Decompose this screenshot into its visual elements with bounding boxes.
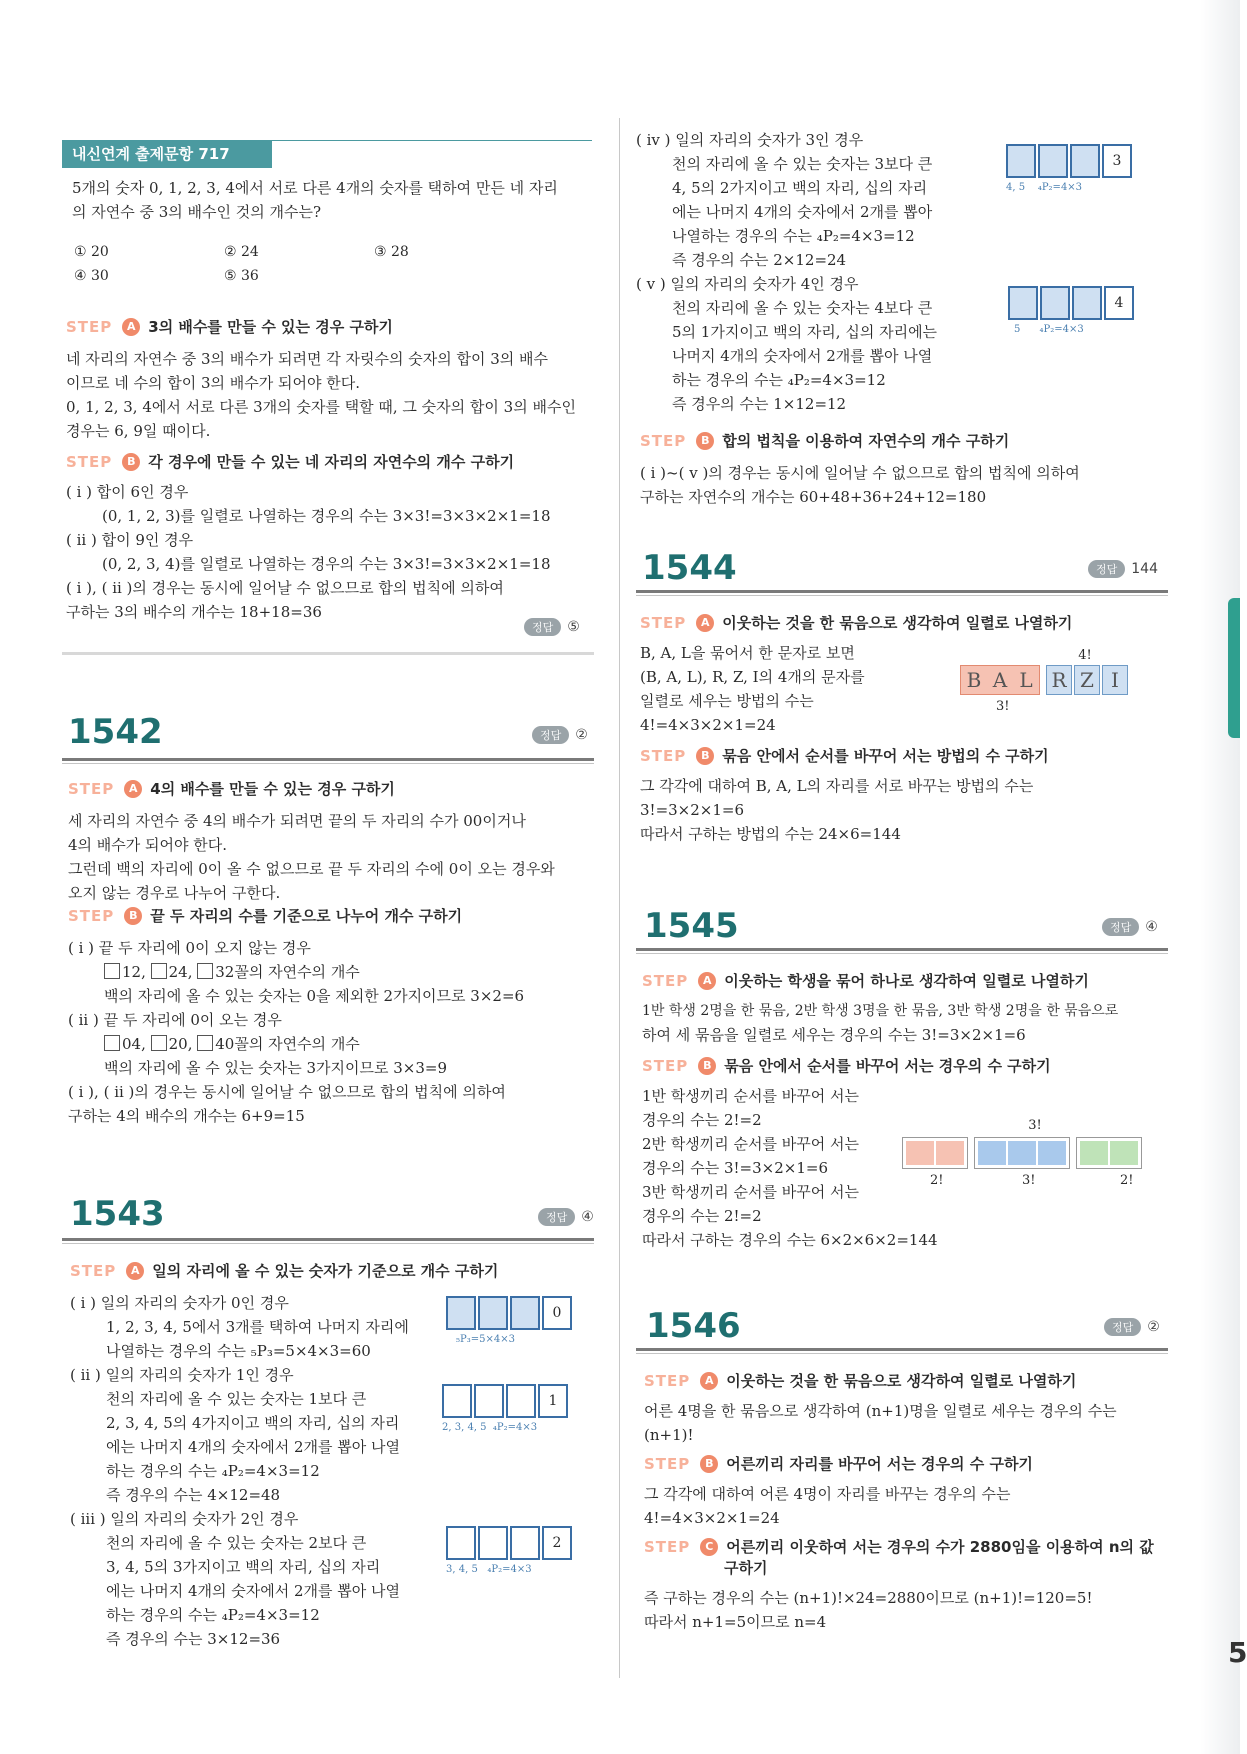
text-line: 세 자리의 자연수 중 4의 배수가 되려면 끝의 두 자리의 수가 00이거나 [68, 812, 526, 830]
text-line: ( i )~( v )의 경우는 동시에 일어날 수 없으므로 합의 법칙에 의하여 [640, 464, 1080, 482]
text-line: 구하는 자연수의 개수는 60+48+36+24+12=180 [640, 488, 987, 506]
diagram-caption: 5 ₄P₂=4×3 [1014, 324, 1084, 335]
text-line: 즉 경우의 수는 4×12=48 [106, 1486, 281, 1504]
group-class2 [974, 1137, 1070, 1169]
step-letter: B [696, 432, 714, 450]
group-labels [902, 1173, 1168, 1193]
student-block [1080, 1141, 1108, 1165]
page-edge-shade [1200, 0, 1240, 1754]
text-line: 구하는 4의 배수의 개수는 6+9=15 [68, 1107, 305, 1125]
digit-box-diagram [1008, 286, 1168, 335]
text-line: 04, 20, 40꼴의 자연수의 개수 [68, 1032, 594, 1056]
text-line: 즉 경우의 수는 1×12=12 [672, 395, 847, 413]
step-letter: A [700, 1372, 718, 1390]
step-label: STEP [640, 431, 687, 450]
text-line: 이므로 네 수의 합이 3의 배수가 되어야 한다. [66, 374, 361, 392]
text-line: 그런데 백의 자리에 0이 올 수 없으므로 끝 두 자리의 수에 0이 오는 경우와 [68, 860, 555, 878]
text-line: 에는 나머지 4개의 숫자에서 2개를 뽑아 나열 [106, 1438, 401, 1456]
answer-1543 [538, 1208, 594, 1226]
step-a-heading [644, 1370, 1168, 1391]
step-letter: B [124, 907, 142, 925]
digit-box [1038, 144, 1068, 178]
solution-1546 [644, 1370, 1168, 1634]
step-label: STEP [644, 1371, 691, 1390]
step-b-heading [640, 430, 1168, 451]
diagram-caption: 4, 5 ₄P₂=4×3 [1006, 182, 1083, 193]
problem-rule [636, 1348, 1168, 1354]
student-block [1038, 1141, 1066, 1165]
step-a-heading [642, 970, 1168, 991]
step-title: 어른끼리 이웃하여 서는 경우의 수가 2880임을 이용하여 n의 값 [726, 1538, 1154, 1556]
text-line: 에는 나머지 4개의 숫자에서 2개를 뽑아 [672, 203, 933, 221]
answer-pill: 정답 [1088, 560, 1125, 578]
text-line: 경우의 수는 2!=2 [642, 1111, 762, 1129]
letter: L [1019, 668, 1033, 692]
section-rule [62, 652, 594, 655]
text-line: ( v ) 일의 자리의 숫자가 4인 경우 [636, 275, 859, 293]
letter: A [992, 668, 1008, 692]
text-line: 따라서 n+1=5이므로 n=4 [644, 1613, 827, 1631]
step-a-heading [68, 778, 594, 799]
blank-box [104, 1035, 120, 1051]
blank-box [197, 963, 213, 979]
digit-box [478, 1526, 508, 1560]
student-block [1110, 1141, 1138, 1165]
text-line: ( i ) 합이 6인 경우 [66, 483, 189, 501]
group-bal [960, 665, 1040, 695]
letter: R [1046, 665, 1072, 695]
answer-value: ④ [1145, 919, 1158, 935]
last-digit-box: 2 [542, 1526, 572, 1560]
step-b-heading [644, 1453, 1168, 1474]
text-line: 네 자리의 자연수 중 3의 배수가 되려면 각 자릿수의 숫자의 합이 3의 배수 [66, 350, 549, 368]
bottom-label: 3! [996, 699, 1010, 714]
step-label: STEP [644, 1454, 691, 1473]
last-digit-box: 4 [1104, 286, 1134, 320]
digit-box [474, 1384, 504, 1418]
text-line: 4, 5의 2가지이고 백의 자리, 십의 자리 [672, 179, 928, 197]
digit-box [1006, 144, 1036, 178]
step-b-heading [68, 905, 594, 926]
text-line: 나열하는 경우의 수는 ₅P₃=5×4×3=60 [106, 1342, 371, 1360]
text-line: (0, 1, 2, 3)를 일렬로 나열하는 경우의 수는 3×3!=3×3×2×1=18 [102, 507, 551, 525]
text-line: 오지 않는 경우로 나누어 구한다. [68, 884, 281, 902]
answer-1542 [532, 726, 588, 744]
step-letter: A [696, 614, 714, 632]
digit-box-diagram [446, 1296, 596, 1345]
blank-box [151, 963, 167, 979]
naesin-tag: 내신연계 출제문항 717 [62, 140, 272, 168]
digit-box [506, 1384, 536, 1418]
answer-value: ② [575, 727, 588, 743]
text-line: 에는 나머지 4개의 숫자에서 2개를 뽑아 나열 [106, 1582, 401, 1600]
text-line: 3반 학생끼리 순서를 바꾸어 서는 [642, 1183, 859, 1201]
problem-rule [62, 758, 594, 764]
text-line: 일렬로 세우는 방법의 수는 [640, 692, 814, 710]
step-label: STEP [68, 906, 115, 925]
text-line: 그 각각에 대하여 B, A, L의 자리를 서로 바꾸는 방법의 수는 [640, 777, 1034, 795]
text-line: 경우는 6, 9일 때이다. [66, 422, 211, 440]
text-line: 경우의 수는 2!=2 [642, 1207, 762, 1225]
answer-pill: 정답 [538, 1208, 575, 1226]
text-line: 1반 학생 2명을 한 묶음, 2반 학생 3명을 한 묶음, 3반 학생 2명을 한 묶음으로 [642, 1003, 1119, 1019]
step-label: STEP [642, 971, 689, 990]
student-block [1008, 1141, 1036, 1165]
page-number: 5 [1228, 1636, 1247, 1669]
diagram-caption: 3, 4, 5 ₄P₂=4×3 [446, 1564, 532, 1575]
step-b-heading [66, 451, 594, 472]
text-line: 4!=4×3×2×1=24 [644, 1509, 780, 1527]
step-a-heading [70, 1260, 594, 1281]
problem-rule [636, 590, 1168, 596]
answer-pill: 정답 [532, 726, 569, 744]
letter: I [1102, 665, 1128, 695]
text-line: 2반 학생끼리 순서를 바꾸어 서는 [642, 1135, 859, 1153]
answer-value: 144 [1131, 561, 1158, 577]
column-divider [619, 118, 620, 1678]
choice: ④ 30 [74, 268, 109, 284]
text-line: 하는 경우의 수는 ₄P₂=4×3=12 [672, 371, 886, 389]
solution-1543-cont [636, 128, 966, 416]
answer-pill: 정답 [524, 618, 561, 636]
text-line: 나열하는 경우의 수는 ₄P₂=4×3=12 [672, 227, 915, 245]
last-digit-box: 1 [538, 1384, 568, 1418]
step-title: 구하기 [724, 1559, 768, 1577]
step-title: 이웃하는 학생을 묶어 하나로 생각하여 일렬로 나열하기 [724, 972, 1089, 990]
blank-box [104, 963, 120, 979]
step-title: 이웃하는 것을 한 묶음으로 생각하여 일렬로 나열하기 [726, 1372, 1077, 1390]
text-line: ( i ) 끝 두 자리에 0이 오지 않는 경우 [68, 939, 311, 957]
answer-value: ④ [581, 1209, 594, 1225]
problem-number-1543: 1543 [70, 1194, 165, 1234]
text-line: 0, 1, 2, 3, 4에서 서로 다른 3개의 숫자를 택할 때, 그 숫자의 합이 3의 배수인 [66, 398, 576, 416]
text-line: ( i ) 일의 자리의 숫자가 0인 경우 [70, 1294, 289, 1312]
step-letter: A [124, 780, 142, 798]
digit-box-diagram [442, 1384, 592, 1433]
step-title: 각 경우에 만들 수 있는 네 자리의 자연수의 개수 구하기 [148, 453, 515, 471]
letter-block-diagram [960, 648, 1160, 714]
digit-box [1072, 286, 1102, 320]
step-letter: B [122, 453, 140, 471]
text-line: ( i ), ( ii )의 경우는 동시에 일어날 수 없으므로 합의 법칙에 의하여 [68, 1083, 506, 1101]
text-line: ( ii ) 합이 9인 경우 [66, 531, 194, 549]
answer-1544 [1088, 560, 1158, 578]
step-letter: B [696, 747, 714, 765]
text-line: 3, 4, 5의 3가지이고 백의 자리, 십의 자리 [106, 1558, 381, 1576]
step-label: STEP [66, 317, 113, 336]
text-line: (B, A, L), R, Z, I의 4개의 문자를 [640, 668, 865, 686]
step-title: 일의 자리에 올 수 있는 숫자가 기준으로 개수 구하기 [152, 1262, 499, 1280]
step-c-heading [644, 1536, 1168, 1557]
digit-box-diagram [446, 1526, 596, 1575]
text-line: 5의 1가지이고 백의 자리, 십의 자리에는 [672, 323, 938, 341]
answer-1546 [1104, 1318, 1160, 1336]
text-line: ( iii ) 일의 자리의 숫자가 2인 경우 [70, 1510, 299, 1528]
digit-box [446, 1296, 476, 1330]
step-c-heading-cont [644, 1557, 1168, 1578]
group-label: 2! [930, 1173, 944, 1188]
digit-box [1070, 144, 1100, 178]
digit-box [1008, 286, 1038, 320]
digit-box-diagram [1006, 144, 1166, 193]
group-class3 [1076, 1137, 1142, 1169]
step-letter: C [700, 1538, 718, 1556]
student-block [936, 1141, 964, 1165]
text-line: 하는 경우의 수는 ₄P₂=4×3=12 [106, 1606, 320, 1624]
text-line: 천의 자리에 올 수 있는 숫자는 3보다 큰 [672, 155, 933, 173]
text-line: 하는 경우의 수는 ₄P₂=4×3=12 [106, 1462, 320, 1480]
top-label: 4! [1078, 648, 1092, 663]
answer-717 [524, 618, 580, 636]
chapter-side-tab [1228, 598, 1240, 738]
text-line: 천의 자리에 올 수 있는 숫자는 1보다 큰 [106, 1390, 367, 1408]
answer-value: ⑤ [567, 619, 580, 635]
step-letter: A [126, 1262, 144, 1280]
top-label: 3! [1028, 1118, 1042, 1133]
question-line: 의 자연수 중 3의 배수인 것의 개수는? [72, 203, 322, 221]
problem-number-1545: 1545 [644, 906, 739, 946]
text-line: (n+1)! [644, 1426, 694, 1444]
text-line: ( i ), ( ii )의 경우는 동시에 일어날 수 없으므로 합의 법칙에 의하여 [66, 579, 504, 597]
text-line: 어른 4명을 한 묶음으로 생각하여 (n+1)명을 일렬로 세우는 경우의 수는 [644, 1402, 1117, 1420]
step-label: STEP [66, 452, 113, 471]
last-digit-box: 0 [542, 1296, 572, 1330]
text-line: 백의 자리에 올 수 있는 숫자는 3가지이므로 3×3=9 [104, 1059, 448, 1077]
digit-box [446, 1526, 476, 1560]
diagram-caption: 2, 3, 4, 5 ₄P₂=4×3 [442, 1422, 538, 1433]
choice: ⑤ 36 [224, 268, 259, 284]
problem-number-1542: 1542 [68, 712, 163, 752]
last-digit-box: 3 [1102, 144, 1132, 178]
text-line: 하여 세 묶음을 일렬로 세우는 경우의 수는 3!=3×2×1=6 [642, 1026, 1026, 1044]
step-label: STEP [642, 1056, 689, 1075]
step-title: 합의 법칙을 이용하여 자연수의 개수 구하기 [722, 432, 1010, 450]
diagram-caption: ₅P₃=5×4×3 [456, 1334, 515, 1345]
question-line: 5개의 숫자 0, 1, 2, 3, 4에서 서로 다른 4개의 숫자를 택하여 만든 네 자리 [72, 179, 558, 197]
step-title: 4의 배수를 만들 수 있는 경우 구하기 [150, 780, 395, 798]
text-line: 따라서 구하는 경우의 수는 6×2×6×2=144 [642, 1231, 938, 1249]
choice: ② 24 [224, 244, 259, 260]
step-title: 이웃하는 것을 한 묶음으로 생각하여 일렬로 나열하기 [722, 614, 1073, 632]
letter: B [966, 668, 982, 692]
text-line: 경우의 수는 3!=3×2×1=6 [642, 1159, 829, 1177]
step-label: STEP [68, 779, 115, 798]
step-title: 3의 배수를 만들 수 있는 경우 구하기 [148, 318, 393, 336]
text-line: 나머지 4개의 숫자에서 2개를 뽑아 나열 [672, 347, 933, 365]
blank-box [197, 1035, 213, 1051]
problem-number-1546: 1546 [646, 1306, 741, 1346]
student-block [906, 1141, 934, 1165]
text-line: 즉 구하는 경우의 수는 (n+1)!×24=2880이므로 (n+1)!=120=5! [644, 1589, 1093, 1607]
problem-number-1544: 1544 [642, 548, 737, 588]
step-letter: A [698, 972, 716, 990]
group-label: 2! [1120, 1173, 1134, 1188]
text-line: B, A, L을 묶어서 한 문자로 보면 [640, 644, 855, 662]
answer-value: ② [1147, 1319, 1160, 1335]
tag-rule [262, 140, 592, 141]
step-label: STEP [644, 1537, 691, 1556]
text-line: 1, 2, 3, 4, 5에서 3개를 택하여 나머지 자리에 [106, 1318, 409, 1336]
text-line: 그 각각에 대하여 어른 4명이 자리를 바꾸는 경우의 수는 [644, 1485, 1011, 1503]
blank-box [151, 1035, 167, 1051]
step-title: 묶음 안에서 순서를 바꾸어 서는 방법의 수 구하기 [722, 747, 1049, 765]
answer-pill: 정답 [1102, 918, 1139, 936]
step-label: STEP [640, 746, 687, 765]
text-line: 따라서 구하는 방법의 수는 24×6=144 [640, 825, 901, 843]
text-line: 2, 3, 4, 5의 4가지이고 백의 자리, 십의 자리 [106, 1414, 400, 1432]
text-line: 12, 24, 32꼴의 자연수의 개수 [68, 960, 594, 984]
text-line: 즉 경우의 수는 2×12=24 [672, 251, 847, 269]
solution-1542 [68, 778, 594, 1128]
digit-box [1040, 286, 1070, 320]
group-label: 3! [1022, 1173, 1036, 1188]
digit-box [442, 1384, 472, 1418]
group-class1 [902, 1137, 968, 1169]
text-line: 4의 배수가 되어야 한다. [68, 836, 228, 854]
step-a-heading [640, 612, 1168, 633]
answer-1545 [1102, 918, 1158, 936]
solution-717 [66, 316, 594, 624]
text-line: 4!=4×3×2×1=24 [640, 716, 776, 734]
step-title: 묶음 안에서 순서를 바꾸어 서는 경우의 수 구하기 [724, 1057, 1051, 1075]
text-line: ( iv ) 일의 자리의 숫자가 3인 경우 [636, 131, 864, 149]
text-line: 1반 학생끼리 순서를 바꾸어 서는 [642, 1087, 859, 1105]
step-letter: B [700, 1455, 718, 1473]
text-line: (0, 2, 3, 4)를 일렬로 나열하는 경우의 수는 3×3!=3×3×2×1=18 [102, 555, 551, 573]
digit-box [478, 1296, 508, 1330]
step-b-heading [642, 1055, 1168, 1076]
step-title: 어른끼리 자리를 바꾸어 서는 경우의 수 구하기 [726, 1455, 1033, 1473]
text-line: ( ii ) 일의 자리의 숫자가 1인 경우 [70, 1366, 294, 1384]
text-line: 백의 자리에 올 수 있는 숫자는 0을 제외한 2가지이므로 3×2=6 [104, 987, 525, 1005]
group-block-diagram [902, 1118, 1168, 1193]
text-line: 3!=3×2×1=6 [640, 801, 745, 819]
step-a-heading [66, 316, 594, 337]
answer-pill: 정답 [1104, 1318, 1141, 1336]
problem-rule [62, 1238, 594, 1244]
student-block [978, 1141, 1006, 1165]
group-rzi [1046, 665, 1128, 695]
step-label: STEP [640, 613, 687, 632]
question-717 [72, 176, 592, 224]
step-label: STEP [70, 1261, 117, 1280]
digit-box [510, 1526, 540, 1560]
digit-box [510, 1296, 540, 1330]
text-line: 구하는 3의 배수의 개수는 18+18=36 [66, 603, 322, 621]
text-line: ( ii ) 끝 두 자리에 0이 오는 경우 [68, 1011, 282, 1029]
step-letter: B [698, 1057, 716, 1075]
problem-rule [636, 948, 1168, 954]
solution-1545 [642, 970, 1168, 1252]
text-line: 즉 경우의 수는 3×12=36 [106, 1630, 281, 1648]
text-line: 천의 자리에 올 수 있는 숫자는 2보다 큰 [106, 1534, 367, 1552]
step-letter: A [122, 318, 140, 336]
text-line: 천의 자리에 올 수 있는 숫자는 4보다 큰 [672, 299, 933, 317]
letter: Z [1074, 665, 1100, 695]
step-title: 끝 두 자리의 수를 기준으로 나누어 개수 구하기 [150, 907, 463, 925]
step-b-heading [640, 745, 1168, 766]
choice: ① 20 [74, 244, 109, 260]
choice: ③ 28 [374, 244, 409, 260]
solution-1543-stepB [640, 430, 1168, 509]
